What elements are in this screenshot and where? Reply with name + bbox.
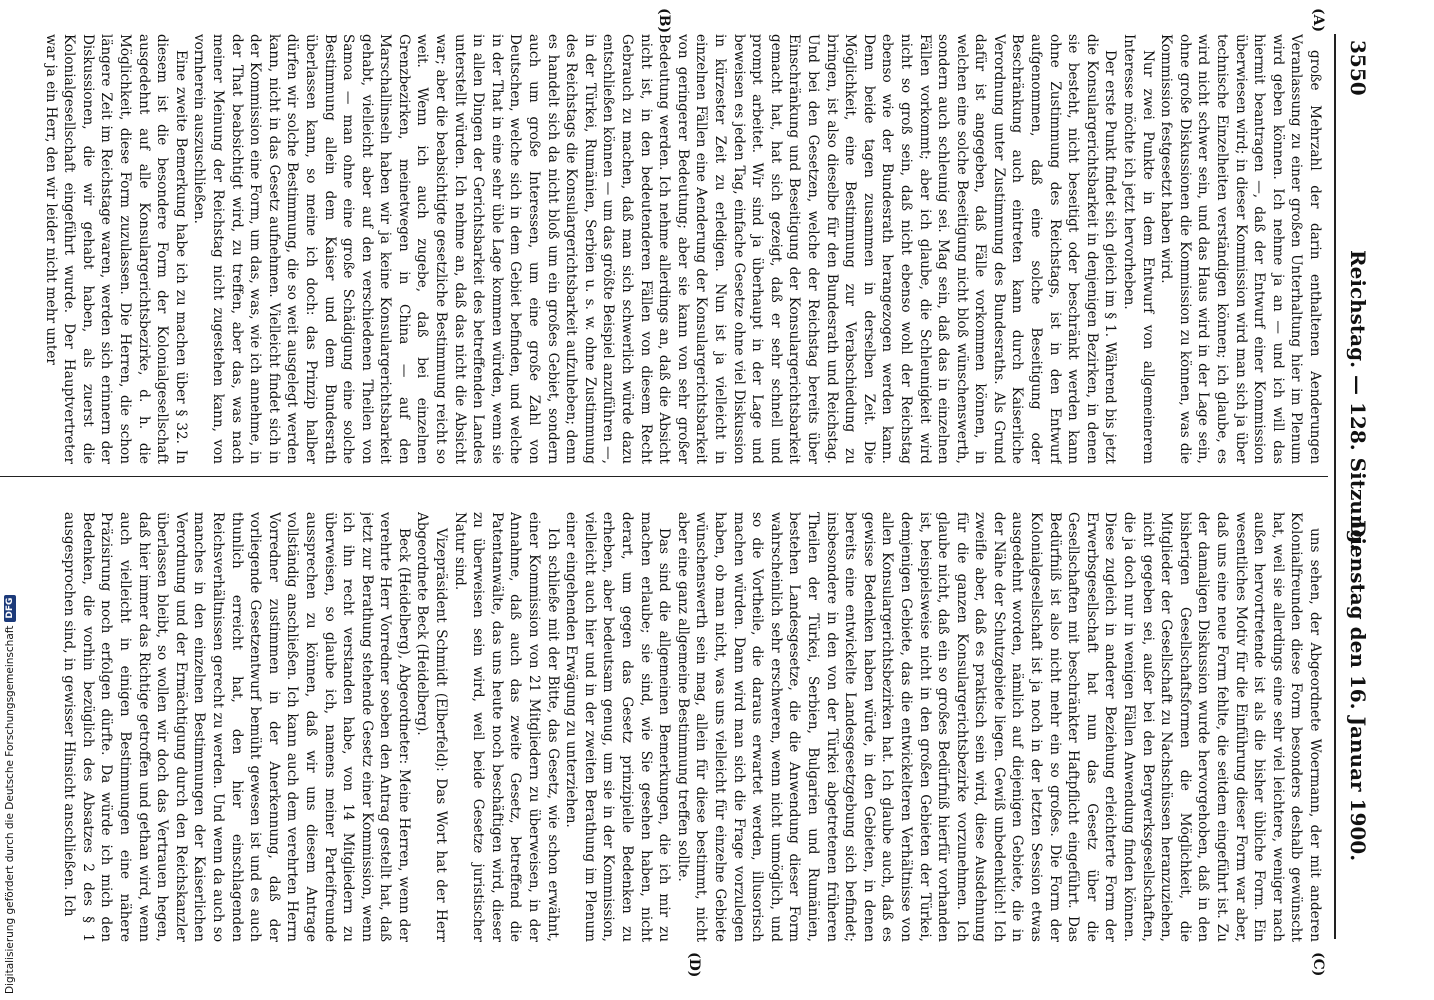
margin-letter-a: (A) (1310, 8, 1326, 33)
paragraph: Das sind die allgemeinen Bemerkungen, die ich mir zu machen erlaube; sie sind, wie Sie gesehen haben, nicht derart, um gegen das Gesetz prinzipielle Bedenken zu erheben, aber bedeutsam genug, um sie in der Kommission, vielleicht auch hier und in der zweiten Berathung im Plenum einer eingehenden Erwägung zu unterziehen. (563, 512, 673, 942)
margin-letter-c: (C) (1310, 952, 1326, 977)
speaker-paragraph: Vizepräsident Schmidt (Elberfeld): Das Wort hat der Herr Abgeordnete Beck (Heidelberg). (414, 512, 450, 942)
speaker-paragraph: Beck (Heidelberg), Abgeordneter: Meine Herren, wenn der verehrte Herr Vorredner soeben den Antrag gestellt hat, daß jetzt zur Berathung stehende Gesetz einer Kommission, wenn ich ihn recht verstanden habe, von 14 Mitgliedern zu überweisen, so glaube ich, namens meiner Parteifreunde aussprechen zu können, daß wir uns diesem Antrage vollständig anschließen. Ich kann auch dem verehrten Herrn Vorredner zustimmen in der Anerkennung, daß der vorliegende Gesetzentwurf bemüht gewesen ist und es auch thunlich erreicht hat, den hier einschlagenden Reichsverhältnissen gerecht zu werden. Und wenn da auch so manches in den einzelnen Bestimmungen der Kaiserlichen Verordnung und der Ermächtigung durch den Reichskanzler überlassen bleibt, so wollen wir doch das Vertrauen hegen, daß hier immer das Richtige getroffen und gethan wird, wenn auch vielleicht in einigen Bestimmungen eine nähere Präzisirung noch erfolgen dürfte. Da würde ich mich den Bedenken, die vorhin bezüglich des Absatzes 2 des § 1 ausgesprochen sind, in gewisser Hinsicht anschließen. Ich (61, 512, 412, 942)
paragraph: Ich schließe mit der Bitte, das Gesetz, wie schon erwähnt, einer Kommission von 21 Mitgliedern zu überweisen, in der Annahme, daß auch das zweite Gesetz, betreffend die Patentanwälte, das uns heute noch beschäftigen wird, dieser zu überweisen sein wird, weil beide Gesetze juristischer Natur sind. (451, 512, 561, 942)
column-divider (0, 476, 1328, 477)
running-title: Reichstag. — 128. Sitzung. (1346, 250, 1370, 551)
paragraph: Eine zweite Bemerkung habe ich zu machen über § 32. In diesem ist die besondere Form der Kolonialgesellschaft ausgedehnt auf alle Konsulargerichtsbezirke, d. h. die Möglichkeit, diese Form zuzulassen. Die Herren, die schon längere Zeit im Reichstage waren, werden sich erinnern der Diskussionen, die wir gehabt haben, als zuerst die Kolonialgesellschaft eingeführt wurde. Der Hauptvertreter war ja ein Herr, den wir leider nicht mehr unter (42, 34, 189, 464)
header-rule (1334, 34, 1336, 939)
running-date: Dienstag den 16. Januar 1900. (1346, 520, 1370, 862)
page-number: 3550 (1346, 40, 1370, 96)
paragraph: große Mehrzahl der darin enthaltenen Aenderungen Veranlassung zu einer großen Unterhaltung hier im Plenum wird geben können. Ich nehme ja an — und ich will das hiermit beantragen —, daß der Entwurf einer Kommission überwiesen wird; in dieser Kommission wird man sich ja über technische Einzelheiten verständigen können; ich glaube, es wird nicht schwer sein, und das Haus wird in der Lage sein, ohne große Diskussionen die Kommission zu können, was die Kommission festgesetzt haben wird. (1158, 34, 1323, 464)
left-column (0, 34, 1324, 464)
paragraph: Der erste Punkt findet sich gleich im § 1. Während bis jetzt die Konsulargerichtsbarkeit in denjenigen Bezirken, in denen sie besteht, nicht beseitigt oder beschränkt werden kann ohne Zustimmung des Reichstags, ist in den Entwurf aufgenommen, daß eine solche Beseitigung oder Beschränkung auch eintreten kann durch Kaiserliche Verordnung unter Zustimmung des Bundesraths. Als Grund dafür ist angegeben, daß Fälle vorkommen können, in welchen eine solche Beseitigung nicht bloß wünschenswerth, sondern auch schleunig sei. Mag sein, daß das in einzelnen Fällen vorkommt; aber ich glaube, die Schleunigkeit wird nicht so groß sein, daß nicht ebenso wohl der Reichstag ebenso wie der Bundesrath herangezogen werden kann. Denn beide tagen zusammen in derselben Zeit. Die Möglichkeit, eine Bestimmung zur Verabschiedung zu bringen, ist also dieselbe für den Bundesrath und Reichstag. Und bei den Gesetzen, welche der Reichstag bereits über Einschränkung und Beseitigung der Konsulargerichtsbarkeit gemacht hat, hat sich gezeigt, daß er sehr schnell und prompt arbeitet. Wir sind ja überhaupt in der Lage und beweisen es jeden Tag, einfache Gesetze ohne viel Diskussion in kürzester Zeit zu erledigen. Nun ist ja vielleicht in einzelnen Fällen eine Aenderung der Konsulargerichtsbarkeit von geringerer Bedeutung; aber sie kann von sehr großer Bedeutung werden. Ich nehme allerdings an, daß die Absicht nicht ist, in den bedeutenderen Fällen von diesem Recht Gebrauch zu machen, daß man sich schwerlich würde dazu entschließen können — um das größte Beispiel anzuführen —, in der Türkei, Rumänien, Serbien u. s. w. ohne Zustimmung des Reichstags die Konsulargerichtsbarkeit aufzuheben; denn es handelt sich da nicht bloß um ein großes Gebiet, sondern auch um große Interessen, um eine große Zahl von Deutschen, welche sich in dem Gebiet befinden, und welche in der That in eine sehr üble Lage kommen würden, wenn sie in allen Dingen der Gerichtsbarkeit des betreffenden Landes unterstellt würden. Ich nehme an, daß das nicht die Absicht war; aber die beabsichtigte gesetzliche Bestimmung reicht so weit. Wenn ich auch zugebe, daß bei einzelnen Grenzbezirken, meinetwegen in China — auf den Marschallinseln haben wir ja keine Konsulargerichtsbarkeit gehabt, vielleicht aber auf den verschiedenen Theilen von Samoa — man ohne eine große Schädigung eine solche Bestimmung allein dem Kaiser und dem Bundesrath überlassen kann, so meine ich doch: das Prinzip halber dürfen wir solche Bestimmung, die so weit ausgelegt werden kann, nicht in das Gesetz aufnehmen. Vielleicht findet sich in der Kommission eine Form, um das, was, wie ich annehme, in der That beabsichtigt wird, zu treffen, aber das, was nach meiner Meinung der Reichstag nicht zugestehen kann, von vornherein auszuschließen. (191, 34, 1119, 464)
dfg-logo-icon: DFG (4, 595, 16, 622)
right-column (0, 512, 1324, 942)
paragraph: Nur zwei Punkte in dem Entwurf von allgemeinerem Interesse möchte ich jetzt hervorheben. (1121, 34, 1156, 464)
margin-letter-d: (D) (686, 952, 702, 978)
paragraph: uns sehen, der Abgeordnete Woermann, der mit anderen Kolonialfreunden diese Form besonders deshalb gewünscht hat, weil sie allerdings eine sehr viel leichtere, weniger nach außen hervortretende ist als die bisher übliche Form. Ein wesentliches Motiv für die Einführung dieser Form war aber, daß uns eine neue Form fehlte, die seitdem eingeführt ist. Zu der damaligen Diskussion wurde hervorgehoben, daß in den bisherigen Gesellschaftsformen die Möglichkeit, die Mitglieder der Gesellschaft zu Nachschüssen heranzuziehen, nicht gegeben sei, außer bei den Bergwerksgesellschaften, die ja doch nur in wenigen Fällen Anwendung finden können. Diese zugleich in anderer Beziehung erleichterte Form der Erwerbsgesellschaft hat nun das Gesetz über die Gesellschaften mit beschränkter Haftpflicht eingeführt. Das Bedürfniß ist also nicht mehr ein so großes. Die Form der Kolonialgesellschaft ist ja noch in der letzten Session etwas ausgedehnt worden, nämlich auf diejenigen Gebiete, die in der Nähe der Schutzgebiete liegen. Gewiß unbedenklich! Ich zweifle aber, daß es praktisch sein wird, diese Ausdehnung für die ganzen Konsulargerichtsbezirke vorzunehmen. Ich glaube nicht, daß ein so großes Bedürfniß hierfür vorhanden ist, beispielsweise nicht in den großen Gebieten der Türkei, demjenigen Gebiete, das die entwickelteren Verhältnisse von allen Konsulargerichtsbezirken hat. Ich glaube auch, daß es gewisse Bedenken haben würde, in den Gebieten, in denen bereits eine entwickelte Landesgesetzgebung sich befindet; insbesondere in den von der Türkei abgetretenen früheren Theilen der Türkei, Serbien, Bulgarien und Rumänien, bestehen Landesgesetze, die die Anwendung dieser Form wahrscheinlich sehr erschweren, wenn nicht unmöglich, und so die Vortheile, die daraus erwartet werden, illusorisch machen würden. Dann wird man sich die Frage vorzulegen haben, ob man nicht, was uns vielleicht für einzelne Gebiete wünschenswerth sein mag, allein für diese bestimmt, nicht aber eine ganz allgemeine Bestimmung treffen sollte. (674, 512, 1323, 942)
credit-text: Digitalisierung gefördert durch die Deutsche Forschungsgemeinschaft (4, 625, 16, 994)
margin-letter-b: (B) (656, 8, 672, 34)
digitization-credit (4, 595, 16, 994)
